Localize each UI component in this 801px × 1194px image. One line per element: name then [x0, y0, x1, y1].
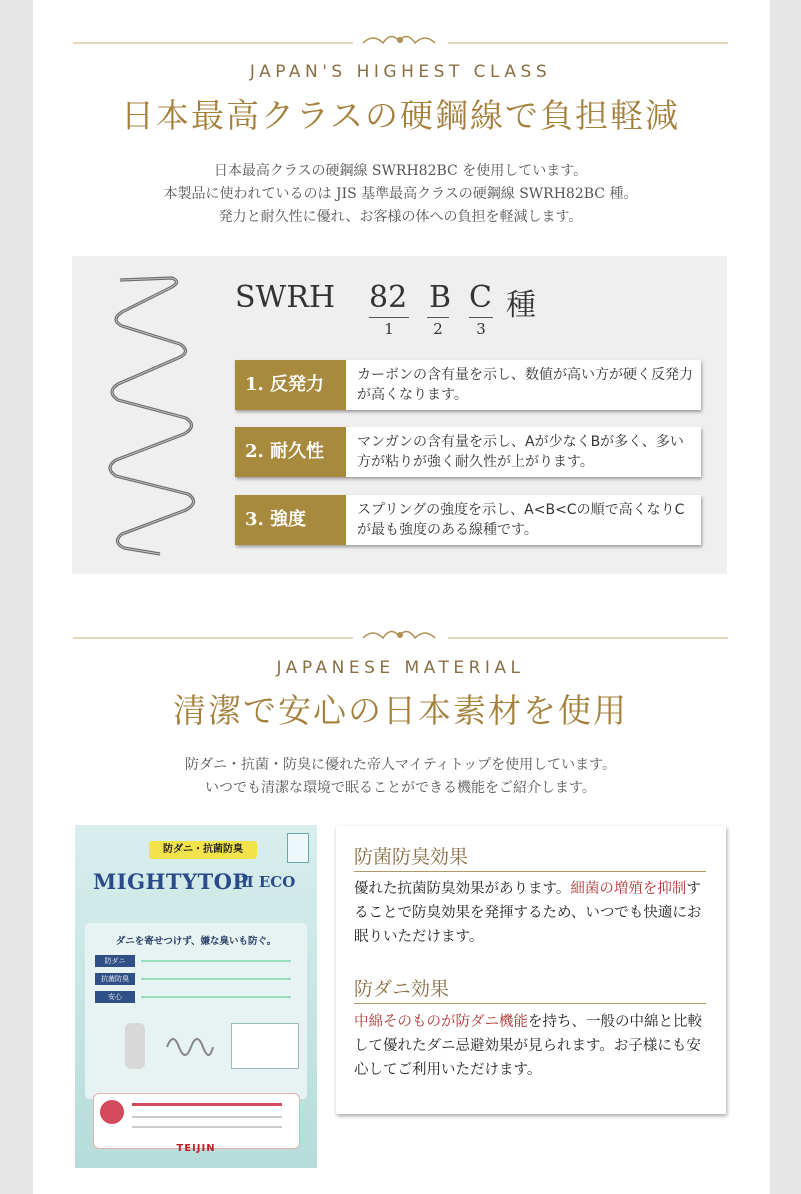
spring-coil-illustration — [100, 272, 210, 562]
code-underline — [427, 317, 449, 318]
code-underline — [369, 317, 409, 318]
feature-text: を持ち、一般の中綿と比較して優れたダニ忌避効果が見られます。お子様にも安心してご利用いただけます。 — [354, 1014, 702, 1078]
fiber-coil-icon — [163, 1027, 215, 1067]
mightytop-package-image — [75, 825, 317, 1168]
feature-text: することで防臭効果を発揮するため、いつでも快適にお眠りいただけます。 — [354, 881, 702, 945]
ornament-divider-middle — [73, 630, 728, 644]
package-row-text — [141, 978, 291, 980]
intro-line: 本製品に使われているのは JIS 基準最高クラスの硬鋼線 SWRH82BC 種。 — [163, 186, 638, 202]
package-brand-suffix: Ⅱ ECO — [241, 873, 296, 891]
package-tag: 防ダニ・抗菌防臭 — [149, 841, 257, 859]
feature-body — [354, 877, 710, 949]
teijin-logo: TEIJIN — [176, 1143, 216, 1154]
section2-intro — [0, 754, 801, 800]
ornament-divider-top — [73, 35, 728, 49]
code-underline — [469, 317, 493, 318]
package-note-box — [231, 1023, 299, 1069]
feature-text: 優れた抗菌防臭効果があります。 — [354, 881, 571, 897]
code-prefix: SWRH — [235, 280, 336, 315]
package-feature-text — [132, 1103, 282, 1106]
feature-title: 防菌防臭効果 — [354, 846, 469, 868]
code-part-manganese: B — [429, 280, 452, 315]
spec-text: カーボンの含有量を示し、数値が高い方が硬く反発力が高くなります。 — [357, 367, 693, 403]
code-index: 2 — [433, 320, 443, 338]
intro-line: 日本最高クラスの硬鋼線 SWRH82BC を使用しています。 — [213, 163, 588, 179]
section2-heading: 清潔で安心の日本素材を使用 — [173, 691, 628, 730]
intro-line: いつでも清潔な環境で眠ることができる機能をご紹介します。 — [205, 780, 596, 796]
package-row-text — [141, 996, 291, 998]
package-row-label: 抗菌防臭 — [95, 973, 135, 985]
feature-divider — [354, 1003, 706, 1004]
code-index: 3 — [476, 320, 486, 338]
code-index: 1 — [384, 320, 394, 338]
feature-highlight: 細菌の増殖を抑制 — [570, 881, 687, 897]
section1-intro — [0, 160, 801, 229]
spec-label: 2. 耐久性 — [235, 427, 346, 477]
intro-line: 発力と耐久性に優れ、お客様の体への負担を軽減します。 — [218, 209, 583, 225]
package-row-label: 安心 — [95, 991, 135, 1003]
spec-label: 1. 反発力 — [235, 360, 346, 410]
package-info-card — [85, 923, 307, 1099]
spec-row-rebound — [235, 360, 701, 410]
code-part-strength: C — [469, 280, 492, 315]
feature-title: 防ダニ効果 — [354, 978, 450, 1000]
package-row-label: 防ダニ — [95, 955, 135, 967]
code-suffix: 種 — [506, 288, 536, 323]
feature-body — [354, 1010, 710, 1082]
code-part-carbon: 82 — [369, 280, 408, 315]
spec-row-strength — [235, 495, 701, 545]
spec-text: スプリングの強度を示し、A<B<Cの順で高くなりCが最も強度のある線種です。 — [357, 502, 685, 538]
apple-logo-icon — [100, 1100, 124, 1124]
package-feature-box — [93, 1093, 300, 1149]
package-feature-text — [132, 1126, 282, 1128]
fiber-sample-graphic — [125, 1023, 145, 1069]
package-brand: MIGHTYTOP — [93, 869, 249, 894]
package-row-text — [141, 960, 291, 962]
section1-eyebrow: JAPAN'S HIGHEST CLASS — [249, 62, 552, 82]
certification-mark-icon — [287, 833, 309, 863]
section1-heading: 日本最高クラスの硬鋼線で負担軽減 — [120, 96, 680, 135]
feature-divider — [354, 871, 706, 872]
features-card — [336, 826, 726, 1114]
section2-eyebrow: JAPANESE MATERIAL — [276, 658, 525, 678]
spec-text: マンガンの含有量を示し、Aが少なくBが多く、多い方が粘りが強く耐久性が上がります。 — [357, 434, 684, 470]
intro-line: 防ダニ・抗菌・防臭に優れた帝人マイティトップを使用しています。 — [184, 757, 617, 773]
spec-row-durability — [235, 427, 701, 477]
feature-highlight: 中綿そのものが防ダニ機能 — [354, 1014, 528, 1030]
spec-label: 3. 強度 — [235, 495, 346, 545]
package-catch: ダニを寄せつけず、嫌な臭いも防ぐ。 — [115, 936, 277, 947]
package-feature-text — [132, 1116, 282, 1118]
